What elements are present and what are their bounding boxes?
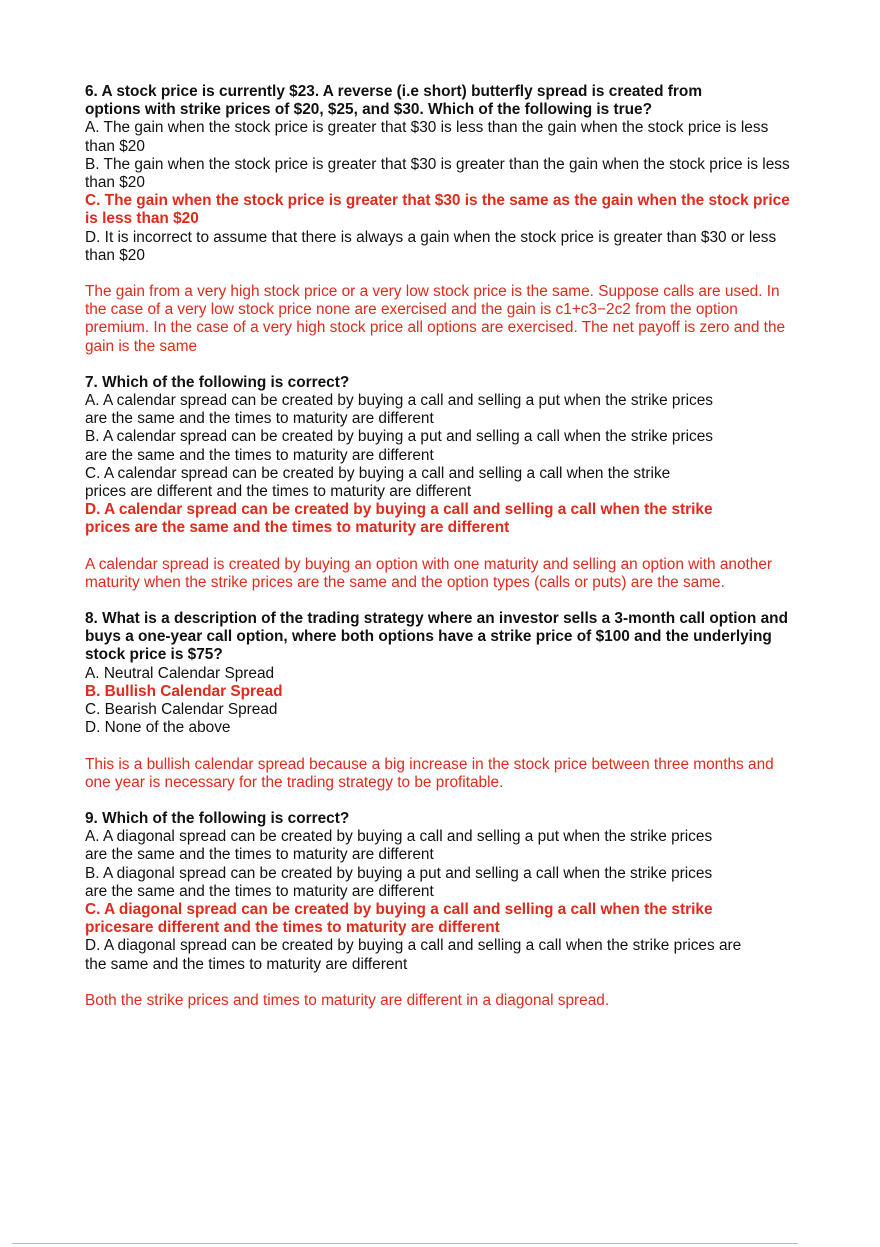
option-a: A. A diagonal spread can be created by buying a call and selling a put when the strike prices are the same and the times to maturity are different — [85, 828, 713, 864]
option-d: D. None of the above — [85, 719, 231, 737]
explanation: Both the strike prices and times to maturity are different in a diagonal spread. — [85, 991, 610, 1009]
option-c-correct: C. A diagonal spread can be created by buying a call and selling a call when the strike pricesare different and the times to maturity are different — [85, 900, 713, 937]
option-a: A. The gain when the stock price is greater that $30 is less than the gain when the stock price is less than $20 — [85, 119, 769, 155]
footer-divider — [12, 1243, 798, 1244]
question-6 — [85, 83, 805, 356]
option-c-correct: C. The gain when the stock price is greater that $30 is the same as the gain when the stock price is less than $20 — [85, 192, 790, 228]
option-b-correct: B. Bullish Calendar Spread — [85, 682, 283, 700]
option-d: D. It is incorrect to assume that there is always a gain when the stock price is greater than $30 or less than $20 — [85, 228, 777, 264]
option-d: D. A diagonal spread can be created by buying a call and selling a call when the strike prices are the same and the times to maturity are different — [85, 937, 742, 973]
explanation: This is a bullish calendar spread because a big increase in the stock price between three months and one year is necessary for the trading strategy to be profitable. — [85, 755, 774, 791]
option-a: A. Neutral Calendar Spread — [85, 664, 275, 682]
question-7 — [85, 374, 805, 592]
question-title: 9. Which of the following is correct? — [85, 809, 350, 827]
option-c: C. Bearish Calendar Spread — [85, 701, 278, 719]
option-c: C. A calendar spread can be created by buying a call and selling a call when the strike prices are different and the times to maturity are different — [85, 464, 671, 501]
question-9 — [85, 810, 805, 1010]
option-b: B. A calendar spread can be created by buying a put and selling a call when the strike prices are the same and the times to maturity are different — [85, 428, 713, 464]
document-page — [85, 83, 805, 1010]
question-title: 7. Which of the following is correct? — [85, 373, 350, 391]
option-b: B. The gain when the stock price is greater that $30 is greater than the gain when the stock price is less than $20 — [85, 155, 790, 192]
option-a: A. A calendar spread can be created by buying a call and selling a put when the strike prices are the same and the times to maturity are different — [85, 392, 713, 428]
option-b: B. A diagonal spread can be created by buying a put and selling a call when the strike prices are the same and the times to maturity are different — [85, 864, 713, 900]
question-title: 6. A stock price is currently $23. A reverse (i.e short) butterfly spread is created from options with strike prices of $20, $25, and $30. Which of the following is true? — [85, 83, 702, 119]
explanation: A calendar spread is created by buying an option with one maturity and selling an option with another maturity when the strike prices are the same and the option types (calls or puts) are the same. — [85, 555, 773, 591]
question-8 — [85, 610, 805, 792]
question-title: 8. What is a description of the trading strategy where an investor sells a 3-month call option and buys a one-year call option, where both options have a strike price of $100 and the underlying stock price is $75? — [85, 610, 788, 664]
option-d-correct: D. A calendar spread can be created by buying a call and selling a call when the strike prices are the same and the times to maturity are different — [85, 501, 713, 537]
explanation: The gain from a very high stock price or a very low stock price is the same. Suppose calls are used. In the case of a very low stock price none are exercised and the gain is c1+c3−2c2 from the option premium. In the case of a very high stock price all options are exercised. The net payoff is zero and the gain is the same — [85, 283, 786, 355]
